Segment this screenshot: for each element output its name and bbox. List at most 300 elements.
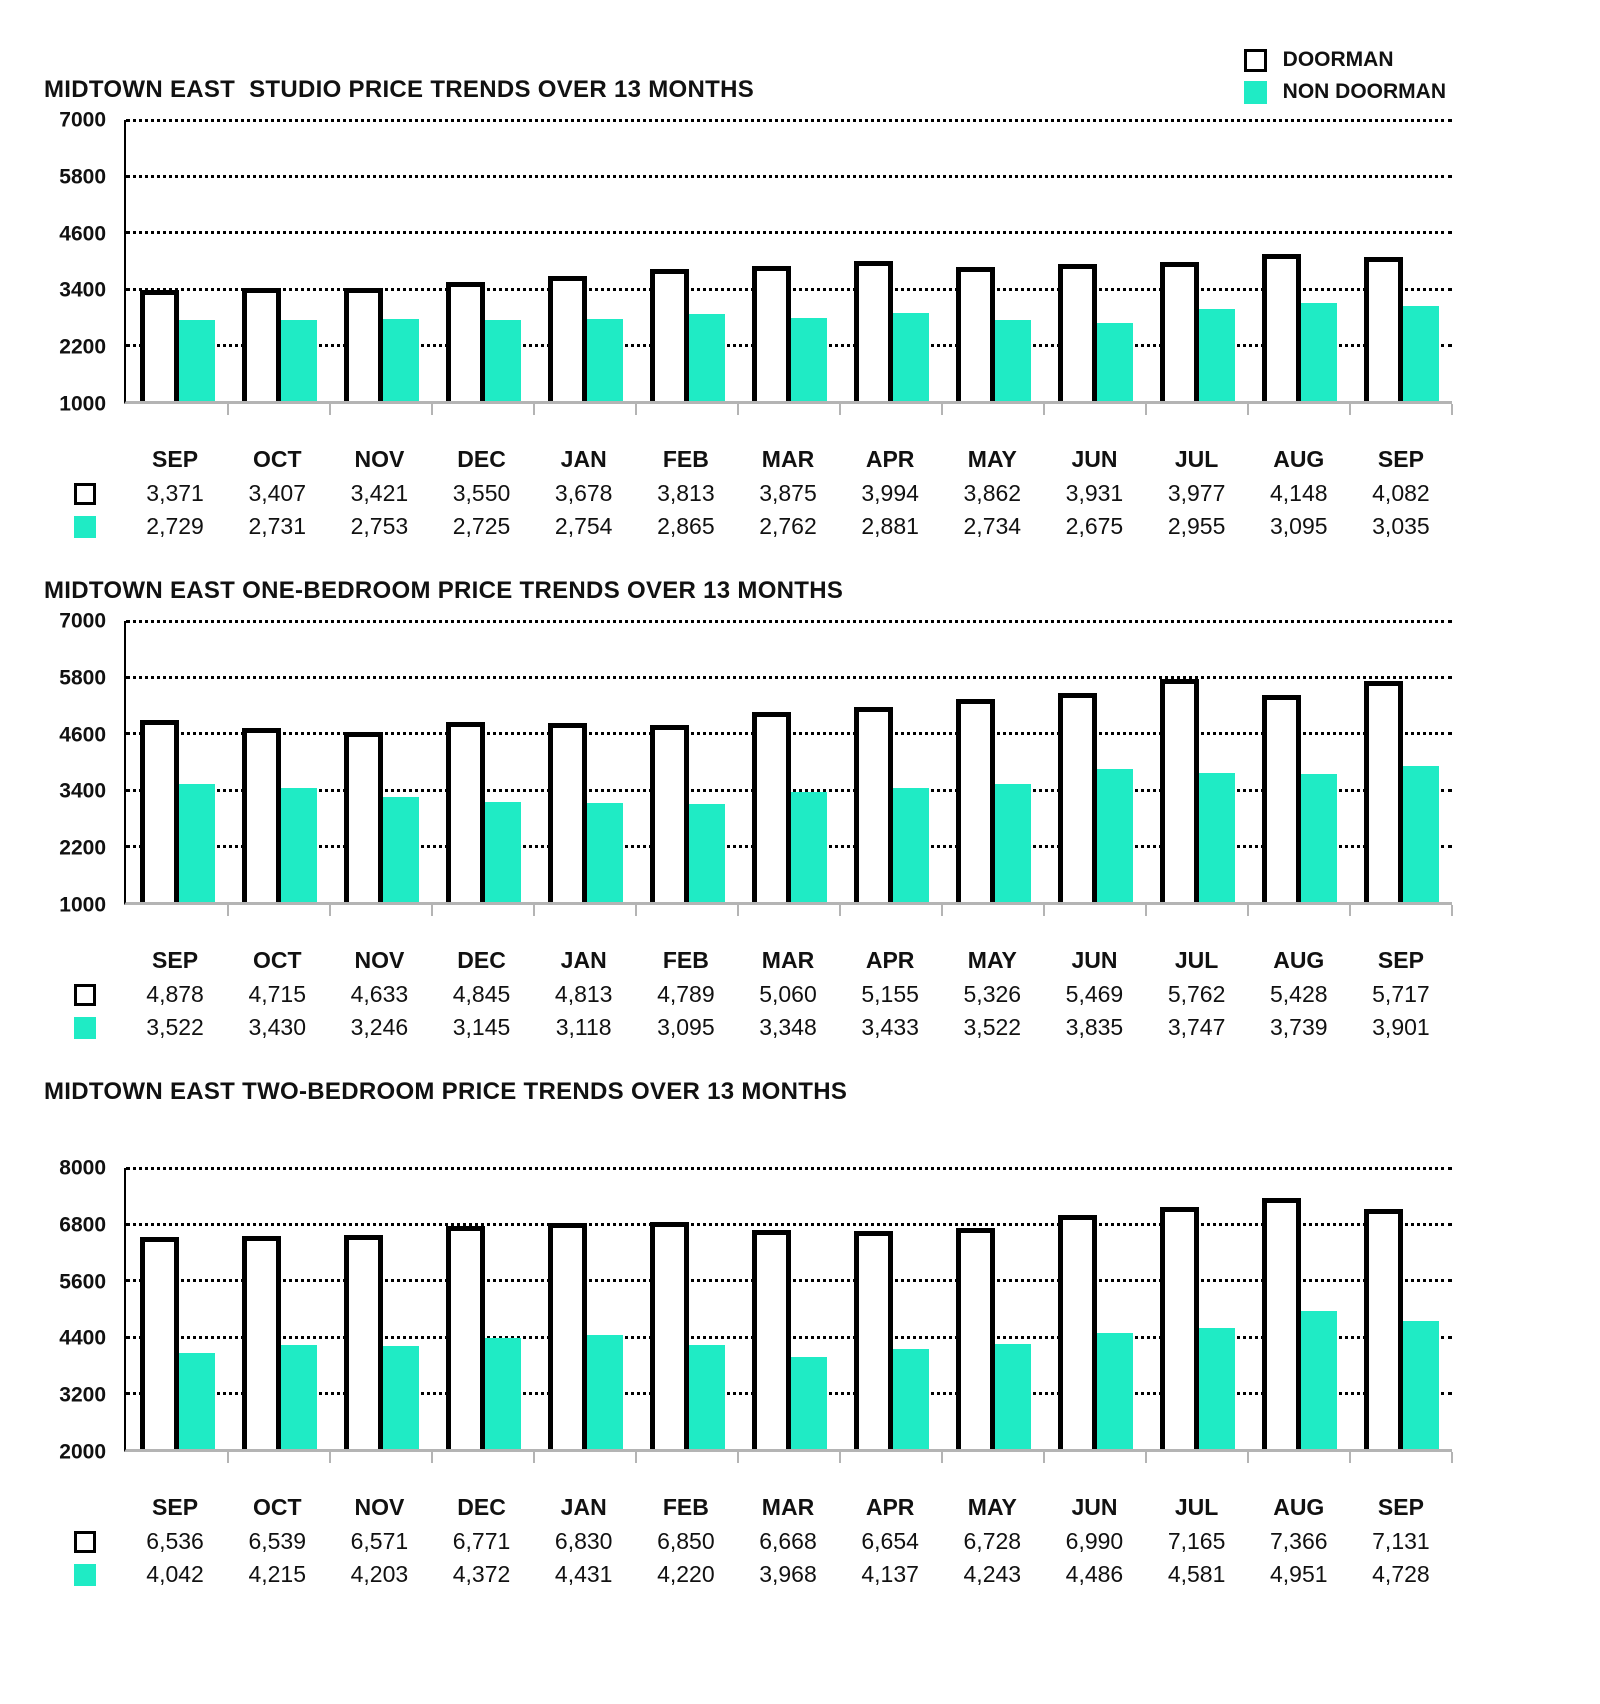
non-doorman-value: 4,220 (657, 1561, 715, 1587)
y-axis-label: 7000 (59, 609, 106, 633)
bar-group (840, 621, 942, 902)
y-axis-label: 6800 (59, 1213, 106, 1237)
doorman-value: 6,571 (350, 1528, 409, 1554)
bar-group (126, 621, 228, 902)
non-doorman-bar (381, 1346, 419, 1449)
month-label: NOV (354, 446, 405, 472)
non-doorman-value: 3,035 (1372, 513, 1430, 539)
x-axis-tick (635, 1452, 637, 1463)
doorman-bar (1058, 1215, 1097, 1449)
doorman-bar (854, 707, 893, 902)
y-axis-label: 1000 (59, 392, 106, 416)
doorman-bar (1058, 693, 1097, 902)
x-axis-tick (533, 404, 535, 415)
doorman-bar (956, 699, 995, 902)
non-doorman-bar (381, 319, 419, 401)
doorman-value: 3,813 (657, 480, 715, 506)
non-doorman-bar (483, 802, 521, 902)
month-label: JAN (560, 1494, 607, 1520)
non-doorman-value: 2,762 (759, 513, 817, 539)
bar-group (1146, 120, 1248, 401)
bar-group (432, 1168, 534, 1449)
data-table-two-bedroom (44, 1488, 1452, 1591)
non-doorman-value: 3,430 (248, 1014, 306, 1040)
month-label: DEC (457, 1494, 506, 1520)
y-axis-label: 5600 (59, 1270, 106, 1294)
doorman-row-header (44, 978, 124, 1011)
bar-group (636, 120, 738, 401)
doorman-bar (1160, 679, 1199, 902)
non-doorman-bar (789, 1357, 827, 1449)
legend (1244, 48, 1446, 104)
doorman-value: 5,762 (1167, 981, 1226, 1007)
x-axis-tick (227, 1452, 229, 1463)
table-corner (44, 941, 124, 978)
non-doorman-swatch-icon (74, 1017, 96, 1039)
doorman-value: 4,813 (554, 981, 613, 1007)
non-doorman-value: 4,728 (1372, 1561, 1430, 1587)
month-label: APR (865, 947, 915, 973)
doorman-bar (548, 1223, 587, 1449)
chart-section-one-bedroom (44, 577, 1452, 1044)
doorman-value: 4,845 (452, 981, 511, 1007)
bar-group (738, 120, 840, 401)
bar-group (840, 120, 942, 401)
doorman-value: 6,539 (248, 1528, 306, 1554)
doorman-value: 7,366 (1269, 1528, 1328, 1554)
doorman-bar (548, 723, 587, 902)
doorman-value: 4,633 (350, 981, 409, 1007)
doorman-bar (446, 722, 485, 902)
doorman-bar (1058, 264, 1097, 401)
y-axis-studio (44, 108, 118, 416)
bar-group (432, 621, 534, 902)
doorman-value: 6,850 (657, 1528, 715, 1554)
doorman-value: 4,715 (248, 981, 306, 1007)
bar-group (636, 621, 738, 902)
doorman-value: 5,717 (1372, 981, 1430, 1007)
x-axis-tick (329, 905, 331, 916)
month-label: JUL (1174, 1494, 1219, 1520)
plot-area-two-bedroom (44, 1156, 1452, 1476)
month-label: APR (865, 1494, 915, 1520)
non-doorman-value: 3,348 (759, 1014, 817, 1040)
doorman-swatch-icon (74, 483, 96, 505)
legend-item-doorman (1244, 48, 1446, 72)
month-label: AUG (1273, 446, 1325, 472)
doorman-value: 5,155 (861, 981, 919, 1007)
non-doorman-value: 3,095 (657, 1014, 715, 1040)
non-doorman-bar (993, 320, 1031, 401)
doorman-bar (1262, 1198, 1301, 1449)
doorman-bar (344, 732, 383, 902)
chart-section-two-bedroom (44, 1078, 1452, 1591)
plot-studio (124, 120, 1452, 404)
x-axis-tick (533, 905, 535, 916)
non-doorman-bar (483, 1338, 521, 1449)
x-axis-tick (1349, 404, 1351, 415)
month-label: DEC (457, 947, 506, 973)
month-label: MAY (967, 1494, 1017, 1520)
x-axis-tick (1349, 905, 1351, 916)
doorman-value: 3,994 (861, 480, 919, 506)
doorman-value: 6,830 (554, 1528, 613, 1554)
doorman-swatch-icon (74, 984, 96, 1006)
doorman-value: 3,371 (146, 480, 204, 506)
table-corner (44, 1488, 124, 1525)
plot-area-studio (44, 108, 1452, 428)
doorman-bar (1160, 262, 1199, 401)
month-label: OCT (252, 947, 302, 973)
non-doorman-bar (1299, 303, 1337, 401)
bar-group (228, 1168, 330, 1449)
non-doorman-value: 4,243 (963, 1561, 1022, 1587)
non-doorman-row-header (44, 1558, 124, 1591)
non-doorman-bar (585, 1335, 623, 1449)
bar-group (534, 120, 636, 401)
x-axis-tick (1145, 905, 1147, 916)
doorman-value: 3,862 (963, 480, 1022, 506)
non-doorman-value: 3,968 (759, 1561, 817, 1587)
non-doorman-value: 3,835 (1065, 1014, 1124, 1040)
bar-group (1248, 621, 1350, 902)
bar-group (126, 120, 228, 401)
month-label: SEP (1377, 1494, 1424, 1520)
doorman-value: 3,550 (452, 480, 511, 506)
non-doorman-value: 2,731 (248, 513, 306, 539)
x-axis-tick (533, 1452, 535, 1463)
bar-group (330, 120, 432, 401)
doorman-value: 4,789 (657, 981, 715, 1007)
non-doorman-value: 4,215 (248, 1561, 306, 1587)
month-label: MAY (967, 947, 1017, 973)
doorman-bar (752, 712, 791, 902)
month-label: NOV (354, 947, 405, 973)
x-axis-tick (839, 404, 841, 415)
doorman-value: 3,875 (759, 480, 817, 506)
doorman-bar (854, 261, 893, 401)
month-label: SEP (152, 1494, 199, 1520)
bar-group (1350, 120, 1452, 401)
bar-group (840, 1168, 942, 1449)
x-axis-tick (329, 1452, 331, 1463)
x-axis-tick (941, 905, 943, 916)
y-axis-label: 3200 (59, 1383, 106, 1407)
non-doorman-bar (687, 804, 725, 902)
doorman-row-header (44, 1525, 124, 1558)
doorman-value: 7,165 (1167, 1528, 1226, 1554)
doorman-value: 3,977 (1167, 480, 1226, 506)
y-axis-label: 8000 (59, 1156, 106, 1180)
bar-group (738, 1168, 840, 1449)
x-axis-tick (737, 404, 739, 415)
doorman-bar (1364, 257, 1403, 401)
bar-group (432, 120, 534, 401)
month-label: NOV (354, 1494, 405, 1520)
plot-area-one-bedroom (44, 609, 1452, 929)
doorman-bar (1262, 254, 1301, 401)
month-label: DEC (457, 446, 506, 472)
x-axis-tick (737, 905, 739, 916)
x-axis-tick (839, 905, 841, 916)
x-axis-tick (227, 905, 229, 916)
doorman-bar (956, 1228, 995, 1449)
doorman-bar (650, 269, 689, 401)
non-doorman-bar (279, 1345, 317, 1449)
x-axis-tick (1145, 404, 1147, 415)
month-label: MAR (761, 947, 815, 973)
x-axis-tick (431, 1452, 433, 1463)
chart-header (44, 1078, 1452, 1106)
doorman-bar (854, 1231, 893, 1449)
doorman-value: 6,668 (759, 1528, 817, 1554)
non-doorman-value: 3,747 (1167, 1014, 1226, 1040)
non-doorman-row-header (44, 510, 124, 543)
doorman-bar (1364, 1209, 1403, 1449)
doorman-bar (650, 1222, 689, 1449)
non-doorman-bar (891, 1349, 929, 1449)
plot-one-bedroom (124, 621, 1452, 905)
doorman-value: 6,771 (452, 1528, 511, 1554)
doorman-value: 6,654 (861, 1528, 919, 1554)
non-doorman-value: 3,901 (1372, 1014, 1430, 1040)
non-doorman-bar (891, 313, 929, 401)
non-doorman-bar (789, 792, 827, 902)
month-label: JUL (1174, 947, 1219, 973)
doorman-value: 3,421 (350, 480, 409, 506)
doorman-bar (956, 267, 995, 401)
x-axis-tick (635, 905, 637, 916)
x-axis-tick (227, 404, 229, 415)
doorman-bar (548, 276, 587, 401)
non-doorman-value: 4,372 (452, 1561, 511, 1587)
month-label: FEB (662, 446, 709, 472)
chart-title-one-bedroom: MIDTOWN EAST ONE-BEDROOM PRICE TRENDS OVER 13 MONTHS (44, 577, 844, 604)
chart-section-studio (44, 48, 1452, 543)
bar-group (126, 1168, 228, 1449)
month-label: MAR (761, 1494, 815, 1520)
non-doorman-value: 3,739 (1269, 1014, 1328, 1040)
non-doorman-bar (891, 788, 929, 902)
doorman-bar (1364, 681, 1403, 902)
bar-group (330, 621, 432, 902)
non-doorman-value: 2,881 (861, 513, 919, 539)
x-axis-tick (941, 404, 943, 415)
month-label: JUN (1071, 947, 1118, 973)
month-label: JAN (560, 446, 607, 472)
non-doorman-bar (177, 784, 215, 902)
month-label: SEP (1377, 947, 1424, 973)
doorman-value: 3,931 (1065, 480, 1124, 506)
month-label: MAY (967, 446, 1017, 472)
bar-group (1350, 621, 1452, 902)
doorman-bar (242, 1236, 281, 1449)
bar-group (942, 621, 1044, 902)
non-doorman-bar (1095, 769, 1133, 902)
non-doorman-bar (1197, 773, 1235, 902)
bar-group (1146, 621, 1248, 902)
x-axis-tick (839, 1452, 841, 1463)
plot-two-bedroom (124, 1168, 1452, 1452)
non-doorman-bar (1401, 766, 1439, 902)
x-axis-tick (1043, 404, 1045, 415)
non-doorman-value: 4,486 (1065, 1561, 1124, 1587)
doorman-bar (446, 1226, 485, 1449)
doorman-row-header (44, 477, 124, 510)
doorman-swatch-icon (1244, 49, 1267, 72)
y-axis-label: 7000 (59, 108, 106, 132)
x-axis-tick (1451, 404, 1453, 415)
bar-group (1350, 1168, 1452, 1449)
chart-title-two-bedroom: MIDTOWN EAST TWO-BEDROOM PRICE TRENDS OVER 13 MONTHS (44, 1078, 848, 1105)
bar-group (1146, 1168, 1248, 1449)
doorman-bar (752, 1230, 791, 1449)
bar-group (738, 621, 840, 902)
doorman-bar (140, 1237, 179, 1449)
month-label: JUN (1071, 446, 1118, 472)
chart-header (44, 577, 1452, 605)
y-axis-label: 5800 (59, 165, 106, 189)
non-doorman-bar (1299, 774, 1337, 902)
bar-group (1044, 1168, 1146, 1449)
chart-title-studio: MIDTOWN EAST STUDIO PRICE TRENDS OVER 13 MONTHS (44, 76, 755, 103)
doorman-value: 5,428 (1269, 981, 1328, 1007)
doorman-value: 4,148 (1269, 480, 1328, 506)
non-doorman-value: 3,145 (452, 1014, 511, 1040)
x-axis-tick (635, 404, 637, 415)
legend-label-doorman: DOORMAN (1282, 48, 1394, 71)
y-axis-label: 4400 (59, 1326, 106, 1350)
non-doorman-bar (483, 320, 521, 401)
non-doorman-value: 4,431 (554, 1561, 613, 1587)
non-doorman-bar (1401, 306, 1439, 401)
x-axis-tick (329, 404, 331, 415)
y-axis-one-bedroom (44, 609, 118, 917)
doorman-bar (752, 266, 791, 401)
x-axis-tick (431, 404, 433, 415)
non-doorman-bar (177, 320, 215, 401)
doorman-value: 5,060 (759, 981, 817, 1007)
doorman-value: 7,131 (1372, 1528, 1430, 1554)
x-axis-tick (1247, 404, 1249, 415)
x-axis-tick (1451, 1452, 1453, 1463)
non-doorman-value: 3,522 (146, 1014, 204, 1040)
month-label: FEB (662, 1494, 709, 1520)
legend-label-non-doorman: NON DOORMAN (1282, 80, 1446, 103)
bar-group (1248, 120, 1350, 401)
doorman-bar (242, 728, 281, 902)
non-doorman-value: 4,042 (146, 1561, 204, 1587)
month-label: SEP (1377, 446, 1424, 472)
month-label: AUG (1273, 947, 1325, 973)
month-label: OCT (252, 446, 302, 472)
x-axis-tick (737, 1452, 739, 1463)
x-axis-tick (1145, 1452, 1147, 1463)
bar-group (228, 120, 330, 401)
table-corner (44, 440, 124, 477)
doorman-bar (344, 288, 383, 401)
non-doorman-bar (585, 803, 623, 902)
data-table-studio (44, 440, 1452, 543)
y-axis-two-bedroom (44, 1156, 118, 1464)
doorman-value: 6,728 (963, 1528, 1022, 1554)
non-doorman-row-header (44, 1011, 124, 1044)
doorman-bar (1262, 695, 1301, 902)
bar-group (330, 1168, 432, 1449)
non-doorman-value: 2,734 (963, 513, 1022, 539)
x-axis-tick (431, 905, 433, 916)
legend-item-non-doorman (1244, 80, 1446, 104)
month-label: FEB (662, 947, 709, 973)
x-axis-tick (1043, 905, 1045, 916)
bar-group (534, 621, 636, 902)
chart-header (44, 48, 1452, 104)
non-doorman-bar (585, 319, 623, 401)
bar-group (942, 1168, 1044, 1449)
month-label: SEP (152, 947, 199, 973)
x-axis-tick (1247, 1452, 1249, 1463)
bar-group (228, 621, 330, 902)
x-axis-tick (1349, 1452, 1351, 1463)
doorman-bar (1160, 1207, 1199, 1449)
bar-group (1044, 621, 1146, 902)
doorman-value: 4,878 (146, 981, 204, 1007)
non-doorman-value: 2,725 (452, 513, 511, 539)
y-axis-label: 3400 (59, 779, 106, 803)
non-doorman-value: 2,729 (146, 513, 204, 539)
non-doorman-value: 2,753 (350, 513, 409, 539)
doorman-value: 6,990 (1065, 1528, 1124, 1554)
non-doorman-bar (993, 784, 1031, 902)
non-doorman-bar (279, 788, 317, 902)
non-doorman-value: 2,865 (657, 513, 715, 539)
non-doorman-bar (381, 797, 419, 902)
non-doorman-value: 3,118 (555, 1014, 612, 1040)
non-doorman-value: 2,754 (554, 513, 613, 539)
doorman-value: 5,469 (1065, 981, 1124, 1007)
non-doorman-value: 4,581 (1167, 1561, 1226, 1587)
month-label: MAR (761, 446, 815, 472)
non-doorman-bar (687, 1345, 725, 1449)
bar-group (1248, 1168, 1350, 1449)
y-axis-label: 4600 (59, 222, 106, 246)
doorman-swatch-icon (74, 1531, 96, 1553)
doorman-value: 3,407 (248, 480, 306, 506)
non-doorman-value: 4,951 (1269, 1561, 1328, 1587)
non-doorman-bar (687, 314, 725, 401)
y-axis-label: 2200 (59, 836, 106, 860)
x-axis-tick (1451, 905, 1453, 916)
non-doorman-bar (177, 1353, 215, 1449)
month-label: JAN (560, 947, 607, 973)
non-doorman-swatch-icon (74, 516, 96, 538)
non-doorman-value: 4,137 (861, 1561, 919, 1587)
doorman-bar (650, 725, 689, 902)
y-axis-label: 2200 (59, 335, 106, 359)
doorman-bar (242, 288, 281, 401)
month-label: OCT (252, 1494, 302, 1520)
y-axis-label: 5800 (59, 666, 106, 690)
doorman-value: 4,082 (1372, 480, 1430, 506)
non-doorman-bar (1401, 1321, 1439, 1449)
non-doorman-value: 3,095 (1269, 513, 1328, 539)
bar-group (942, 120, 1044, 401)
non-doorman-bar (1095, 1333, 1133, 1449)
data-table-one-bedroom (44, 941, 1452, 1044)
non-doorman-swatch-icon (74, 1564, 96, 1586)
bar-group (636, 1168, 738, 1449)
non-doorman-value: 3,246 (350, 1014, 409, 1040)
